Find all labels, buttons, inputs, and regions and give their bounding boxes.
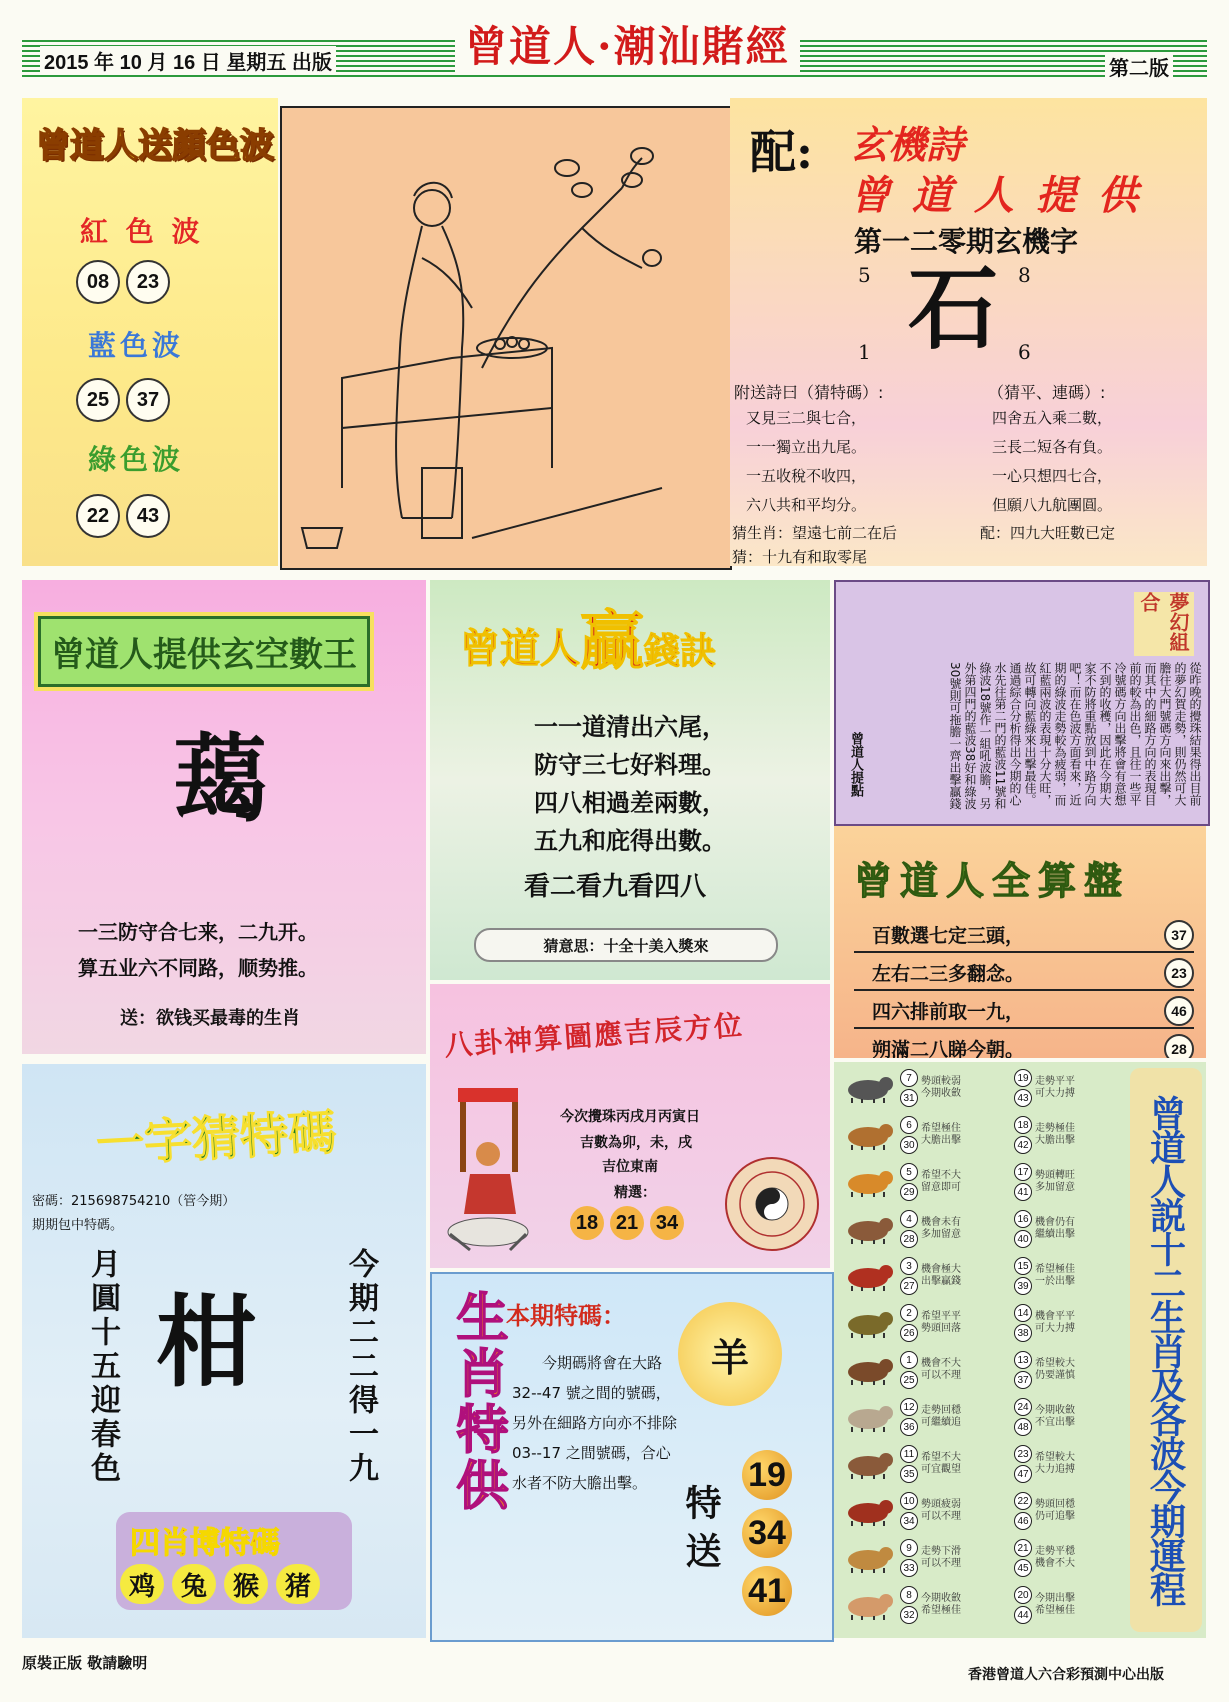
special-num: 34 — [742, 1508, 792, 1558]
abacus-row-num: 37 — [1164, 920, 1194, 950]
goat-icon — [838, 1399, 900, 1435]
header-edition: 第二版 — [1105, 52, 1173, 81]
abacus-row — [854, 994, 1194, 1029]
zodiac-fortune-group — [900, 1445, 1008, 1483]
special-num: 19 — [742, 1450, 792, 1500]
zodiac-number: 22 — [1014, 1492, 1032, 1510]
guess-char-panel — [22, 1064, 426, 1638]
zodiac-number: 41 — [1014, 1183, 1032, 1201]
four-zodiac-box — [116, 1512, 352, 1610]
bagua-panel — [430, 984, 830, 1268]
zodiac-number: 3 — [900, 1257, 918, 1275]
kongshu-line-2: 算五业六不同路，顺势推。 — [78, 956, 318, 980]
zodiac-number: 4 — [900, 1210, 918, 1228]
zodiac-fortune-group — [900, 1257, 1008, 1295]
zodiac-fortune-text: 今期出擊 希望極佳 — [1035, 1593, 1075, 1616]
sheep-badge: 羊 — [678, 1302, 782, 1406]
zodiac-number: 11 — [900, 1445, 918, 1463]
kongshu-title: 曾道人提供玄空數王 — [38, 616, 370, 687]
zodiac-number: 16 — [1014, 1210, 1032, 1228]
zodiac-fortune-text: 今期收斂 不宜出擊 — [1035, 1405, 1075, 1428]
right-poem-line: 三長二短各有負。 — [992, 438, 1113, 456]
zodiac-number: 34 — [900, 1512, 918, 1530]
green-wave-label: 綠色波 — [88, 443, 185, 476]
zodiac-fortune-group — [1014, 1069, 1122, 1107]
win-line: 四八相過差兩數， — [534, 788, 726, 817]
twelve-vert-title: 曾道人説十二生肖及各波今期運程 — [1130, 1068, 1202, 1632]
zodiac-fortune-text: 機會平平 可大力搏 — [1035, 1311, 1075, 1334]
zodiac-fortune-text: 希望極住 大膽出擊 — [921, 1123, 961, 1146]
zodiac-row — [838, 1348, 1124, 1392]
zodiac-fortune-group — [1014, 1539, 1122, 1577]
zodiac-fortune-group — [1014, 1116, 1122, 1154]
four-zodiac-title: 四肖博特碼 — [130, 1526, 280, 1561]
zodiac-number: 44 — [1014, 1606, 1032, 1624]
win-lines — [534, 708, 726, 860]
zodiac-number: 46 — [1014, 1512, 1032, 1530]
zodiac-row — [838, 1583, 1124, 1627]
zodiac-fortune-text: 機會未有 多加留意 — [921, 1217, 961, 1240]
zodiac-fortune-text: 希望平平 勢頭回落 — [921, 1311, 961, 1334]
zodiac-fortune-group — [900, 1210, 1008, 1248]
zodiac-special-head: 本期特碼： — [506, 1301, 626, 1330]
zodiac-fortune-text: 希望較大 大力追搏 — [1035, 1452, 1075, 1475]
abacus-row — [854, 918, 1194, 953]
zodiac-special-vert: 生肖特供 — [447, 1290, 508, 1514]
four-zodiac-item: 猴 — [224, 1564, 268, 1604]
header-title: 曾道人·潮汕賭經 — [455, 14, 800, 74]
blue-ball-2: 37 — [126, 378, 170, 422]
left-poem-line: 又見三二與七合， — [746, 409, 867, 427]
dragon-icon — [838, 1258, 900, 1294]
zodiac-fortune-text: 勢頭回穩 仍可追擊 — [1035, 1499, 1075, 1522]
red-wave-label: 紅 色 波 — [80, 215, 204, 248]
zodiac-fortune-group — [900, 1069, 1008, 1107]
zodiac-number: 30 — [900, 1136, 918, 1154]
color-wave-panel — [22, 98, 278, 566]
zodiac-row — [838, 1113, 1124, 1157]
guess-char-big: 柑 — [156, 1283, 256, 1401]
zodiac-number: 31 — [900, 1089, 918, 1107]
bagua-num: 21 — [610, 1206, 644, 1240]
zodiac-number: 1 — [900, 1351, 918, 1369]
abacus-row-num: 46 — [1164, 996, 1194, 1026]
zodiac-number: 40 — [1014, 1230, 1032, 1248]
abacus-rows — [854, 918, 1194, 1058]
special-send: 特送 — [680, 1484, 722, 1580]
right-poem — [992, 404, 1112, 520]
illustration-panel — [280, 106, 732, 570]
win-see: 看二看九看四八 — [524, 872, 707, 902]
guess-zodiac-line: 猜生肖：望遠七前二在后 — [732, 524, 898, 542]
zodiac-fortune-group — [1014, 1304, 1122, 1342]
rat-icon — [838, 1070, 900, 1106]
ox-icon — [838, 1117, 900, 1153]
rooster-icon — [838, 1493, 900, 1529]
zodiac-row — [838, 1254, 1124, 1298]
zodiac-row — [838, 1160, 1124, 1204]
right-poem-line: 但願八九航團圓。 — [992, 496, 1113, 514]
zodiac-fortune-group — [1014, 1398, 1122, 1436]
zodiac-fortune-text: 希望極佳 一於出擊 — [1035, 1264, 1075, 1287]
snake-icon — [838, 1305, 900, 1341]
zodiac-special-body: 今期碼將會在大路 32--47 號之間的號碼，另外在細路方向亦不排除 03--17 之間號碼，合心水者不防大膽出擊。 — [512, 1354, 678, 1492]
win-line: 五九和庇得出數。 — [534, 826, 726, 855]
special-nums — [742, 1450, 792, 1624]
abacus-row-num: 28 — [1164, 1034, 1194, 1059]
kongshu-glyph: 𦿋 — [172, 723, 268, 836]
zodiac-fortune-group — [900, 1492, 1008, 1530]
xuanji-title: 玄機詩 — [850, 122, 965, 167]
zodiac-number: 9 — [900, 1539, 918, 1557]
zodiac-number: 24 — [1014, 1398, 1032, 1416]
bagua-num: 34 — [650, 1206, 684, 1240]
corner-num-2: 8 — [1018, 263, 1031, 287]
zodiac-fortune-text: 走勢回穩 可繼續追 — [921, 1405, 961, 1428]
twelve-zodiac-panel — [834, 1062, 1206, 1638]
abacus-panel — [834, 826, 1206, 1058]
right-poem-line: 四舍五入乘二數， — [992, 409, 1113, 427]
zodiac-number: 6 — [900, 1116, 918, 1134]
zodiac-number: 13 — [1014, 1351, 1032, 1369]
color-wave-title: 曾道人送顏色波 — [36, 126, 274, 166]
pei-label: 配: — [750, 125, 813, 179]
zodiac-fortune-text: 希望不大 留意即可 — [921, 1170, 961, 1193]
zodiac-fortune-text: 今期收斂 希望極佳 — [921, 1593, 961, 1616]
zodiac-fortune-group — [900, 1163, 1008, 1201]
zodiac-fortune-group — [900, 1304, 1008, 1342]
win-line: 一一道清出六尾， — [534, 712, 726, 741]
red-wave-balls — [76, 260, 176, 304]
zodiac-fortune-text: 機會仍有 繼續出擊 — [1035, 1217, 1075, 1240]
zodiac-fortune-group — [1014, 1210, 1122, 1248]
zodiac-number: 36 — [900, 1418, 918, 1436]
zodiac-special-panel — [430, 1272, 834, 1642]
footer-right: 香港曾道人六合彩預測中心出版 — [968, 1667, 1164, 1683]
zodiac-fortune-text: 走勢下滑 可以不理 — [921, 1546, 961, 1569]
zodiac-fortune-text: 希望較大 仍要謹慎 — [1035, 1358, 1075, 1381]
zodiac-number: 26 — [900, 1324, 918, 1342]
zodiac-fortune-text: 走勢平平 可大力搏 — [1035, 1076, 1075, 1099]
guess-char-right: 今期二二得一九 — [343, 1248, 378, 1486]
abacus-row-text: 四六排前取一九， — [872, 1001, 1025, 1023]
maiden-illustration — [282, 108, 730, 568]
bagua-nums — [570, 1206, 684, 1240]
zodiac-fortune-text: 機會極大 出擊贏錢 — [921, 1264, 961, 1287]
green-ball-2: 43 — [126, 494, 170, 538]
zodiac-number: 21 — [1014, 1539, 1032, 1557]
left-poem-line: 六八共和平均分。 — [746, 496, 867, 514]
zodiac-row — [838, 1207, 1124, 1251]
zodiac-number: 8 — [900, 1586, 918, 1604]
zodiac-number: 47 — [1014, 1465, 1032, 1483]
win-money-panel — [430, 580, 830, 980]
zodiac-row — [838, 1442, 1124, 1486]
zodiac-fortune-group — [1014, 1351, 1122, 1389]
blue-wave-balls — [76, 378, 176, 422]
win-title — [460, 604, 717, 679]
dog-icon — [838, 1540, 900, 1576]
win-riddle: 猜意思：十全十美入獎來 — [474, 928, 778, 962]
green-ball-1: 22 — [76, 494, 120, 538]
zodiac-fortune-group — [1014, 1586, 1122, 1624]
win-title-b: 贏 — [580, 604, 644, 679]
zodiac-row — [838, 1301, 1124, 1345]
abacus-row-text: 左右二三多翻念。 — [872, 963, 1025, 985]
zodiac-fortune-group — [1014, 1445, 1122, 1483]
footer-left: 原裝正版 敬請驗明 — [22, 1654, 148, 1672]
zodiac-fortune-group — [900, 1539, 1008, 1577]
red-ball-2: 23 — [126, 260, 170, 304]
abacus-row — [854, 956, 1194, 991]
special-num: 41 — [742, 1566, 792, 1616]
blue-ball-1: 25 — [76, 378, 120, 422]
zodiac-fortune-group — [1014, 1492, 1122, 1530]
green-wave-balls — [76, 494, 176, 538]
provider-title: 曾 道 人 提 供 — [850, 172, 1142, 219]
big-char: 石 — [908, 256, 998, 362]
zodiac-number: 28 — [900, 1230, 918, 1248]
zodiac-number: 23 — [1014, 1445, 1032, 1463]
abacus-row-num: 23 — [1164, 958, 1194, 988]
rabbit-icon — [838, 1211, 900, 1247]
bagua-l1: 今次攪珠丙戌月丙寅日 — [560, 1109, 700, 1125]
zodiac-number: 45 — [1014, 1559, 1032, 1577]
four-zodiac-item: 猪 — [276, 1564, 320, 1604]
left-poem — [746, 404, 866, 520]
zodiac-number: 29 — [900, 1183, 918, 1201]
zodiac-fortune-group — [900, 1398, 1008, 1436]
left-poem-head: 附送詩曰（猜特碼）: — [734, 383, 884, 402]
kongshu-line-3: 送：欲钱买最毒的生肖 — [120, 1008, 300, 1029]
bagua-title: 八卦神算圖應吉辰方位 — [443, 1008, 745, 1063]
zodiac-number: 37 — [1014, 1371, 1032, 1389]
poem-panel — [730, 98, 1207, 566]
kongshu-panel — [22, 580, 426, 1054]
bagua-num: 18 — [570, 1206, 604, 1240]
guess-char-note: 期期包中特碼。 — [32, 1218, 124, 1233]
zodiac-fortune-text: 勢頭疲弱 可以不理 — [921, 1499, 961, 1522]
zodiac-fortune-text: 機會不大 可以不理 — [921, 1358, 961, 1381]
zodiac-number: 43 — [1014, 1089, 1032, 1107]
corner-num-4: 6 — [1018, 340, 1031, 364]
zodiac-number: 27 — [900, 1277, 918, 1295]
zodiac-fortune-group — [1014, 1163, 1122, 1201]
pei-line: 配：四九大旺數已定 — [980, 524, 1116, 542]
zodiac-number: 17 — [1014, 1163, 1032, 1181]
issue-line: 第一二零期玄機字 — [854, 225, 1079, 258]
dream-panel — [834, 580, 1210, 826]
bagua-wheel-icon — [722, 1154, 822, 1254]
zodiac-number: 2 — [900, 1304, 918, 1322]
header-date: 2015 年 10 月 16 日 星期五 出版 — [40, 46, 336, 75]
guess-char-code: 密碼：215698754210（管今期） — [32, 1194, 236, 1209]
win-title-a: 曾道人 — [460, 625, 580, 672]
abacus-row-text: 百數選七定三頭， — [872, 925, 1025, 947]
zodiac-number: 14 — [1014, 1304, 1032, 1322]
zodiac-row — [838, 1536, 1124, 1580]
red-ball-1: 08 — [76, 260, 120, 304]
zodiac-fortune-text: 勢頭轉旺 多加留意 — [1035, 1170, 1075, 1193]
zodiac-number: 42 — [1014, 1136, 1032, 1154]
right-poem-line: 一心只想四七合， — [992, 467, 1113, 485]
four-zodiac-item: 兔 — [172, 1564, 216, 1604]
zodiac-number: 35 — [900, 1465, 918, 1483]
blue-wave-label: 藍色波 — [88, 329, 185, 362]
abacus-row-text: 朔滿二八睇今朝。 — [872, 1039, 1025, 1058]
dream-title: 夢幻組合 — [1134, 592, 1194, 656]
zodiac-fortune-text: 勢頭較弱 今期收斂 — [921, 1076, 961, 1099]
zodiac-number: 33 — [900, 1559, 918, 1577]
guess-line: 猜：十九有和取零尾 — [732, 548, 868, 566]
zodiac-fortune-text: 走勢平穩 機會不大 — [1035, 1546, 1075, 1569]
right-poem-head: （猜平、連碼）: — [988, 383, 1106, 402]
zodiac-row — [838, 1489, 1124, 1533]
horse-icon — [838, 1352, 900, 1388]
zodiac-number: 48 — [1014, 1418, 1032, 1436]
abacus-row — [854, 1032, 1194, 1058]
zodiac-number: 7 — [900, 1069, 918, 1087]
abacus-title: 曾道人全算盤 — [854, 858, 1131, 903]
four-zodiac-item: 鸡 — [120, 1564, 164, 1604]
zodiac-number: 39 — [1014, 1277, 1032, 1295]
zodiac-number: 38 — [1014, 1324, 1032, 1342]
tiger-icon — [838, 1164, 900, 1200]
zodiac-fortune-text: 希望不大 可宜觀望 — [921, 1452, 961, 1475]
left-poem-line: 一五收稅不收四， — [746, 467, 867, 485]
win-line: 防守三七好料理。 — [534, 750, 726, 779]
monkey-icon — [838, 1446, 900, 1482]
corner-num-3: 1 — [858, 340, 871, 364]
zodiac-fortune-group — [900, 1116, 1008, 1154]
warrior-icon — [440, 1084, 540, 1254]
zodiac-fortune-group — [1014, 1257, 1122, 1295]
zodiac-row — [838, 1395, 1124, 1439]
win-title-c: 錢訣 — [644, 630, 717, 672]
zodiac-number: 15 — [1014, 1257, 1032, 1275]
zodiac-row — [838, 1066, 1124, 1110]
zodiac-number: 25 — [900, 1371, 918, 1389]
dream-signature: 曾道人提點 — [848, 732, 863, 797]
pig-icon — [838, 1587, 900, 1623]
zodiac-number: 5 — [900, 1163, 918, 1181]
zodiac-number: 19 — [1014, 1069, 1032, 1087]
zodiac-fortune-text: 走勢極佳 大膽出擊 — [1035, 1123, 1075, 1146]
zodiac-number: 20 — [1014, 1586, 1032, 1604]
zodiac-number: 10 — [900, 1492, 918, 1510]
four-zodiac-list — [120, 1564, 320, 1604]
left-poem-line: 一一獨立出九尾。 — [746, 438, 867, 456]
zodiac-number: 18 — [1014, 1116, 1032, 1134]
kongshu-line-1: 一三防守合七来，二九开。 — [78, 920, 318, 944]
corner-num-1: 5 — [858, 263, 871, 287]
bagua-l3: 吉位東南 — [602, 1159, 658, 1175]
zodiac-rows — [838, 1066, 1124, 1634]
bagua-l4: 精選： — [614, 1185, 656, 1201]
dream-text: 從昨晚的攪珠結果得出目前的夢幻賀走勢，則仍然可大膽往大門號碼方向來出擊，而其中的細路方向的表現目前的較為出色，且往一些平冷號碼方向出擊將會有意想不到的收穫，因此在今期大家不防將重點放到中路方向吧！而在色波方面看來，近期的綠波走勢較為疲弱，而紅藍兩波的表現十分大旺，故可轉向藍綠來出擊最佳。通過綜合分析得出今期的心水先往第二門的藍波11號和綠波18號作一組吼波膽，另外第四門的藍波38好和綠波30號則可拖膽一齊出擊贏錢 — [948, 662, 1202, 810]
guess-char-left: 月圓十五迎春色 — [85, 1248, 120, 1486]
zodiac-fortune-group — [900, 1351, 1008, 1389]
zodiac-number: 32 — [900, 1606, 918, 1624]
zodiac-number: 12 — [900, 1398, 918, 1416]
bagua-l2: 吉數為卯，未，戌 — [580, 1135, 692, 1151]
guess-char-title: 一字猜特碼 — [94, 1104, 338, 1174]
zodiac-fortune-group — [900, 1586, 1008, 1624]
